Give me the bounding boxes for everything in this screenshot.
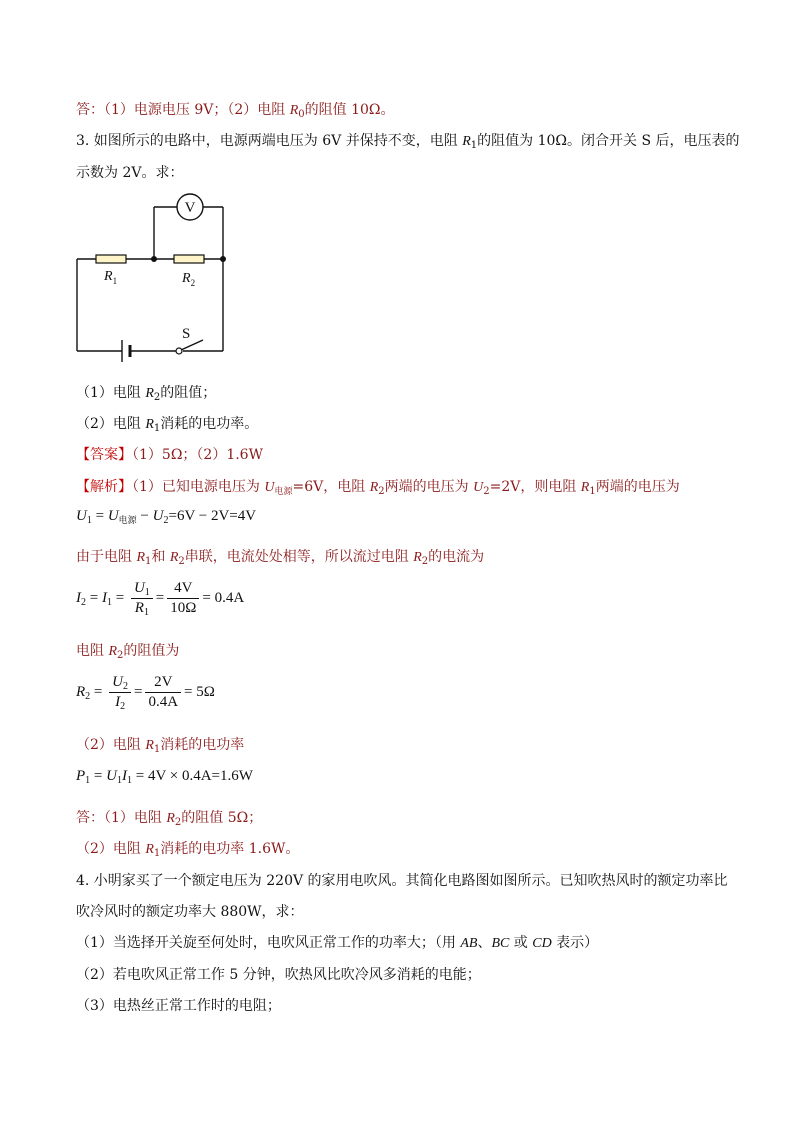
- var-u: U: [112, 674, 123, 690]
- var-r: R: [145, 417, 154, 432]
- analysis-text: 串联，电流处处相等，所以流过电阻: [184, 549, 414, 565]
- analysis-tag: 【解析】: [76, 479, 132, 495]
- position-ab: AB: [460, 936, 478, 951]
- r2-label: $R_2$: [182, 271, 196, 288]
- numerator: 4V: [167, 580, 199, 599]
- equation-rest: =6V − 2V=4V: [168, 508, 257, 524]
- r1-label: $R_1$: [104, 269, 118, 286]
- var-sub: 1: [85, 775, 91, 786]
- var-r: R: [166, 811, 175, 826]
- var-r: R: [76, 683, 86, 700]
- q3-text: 的阻值为 10Ω。闭合开关 S 后，电压表的: [477, 133, 740, 149]
- answer-text: 的阻值 5Ω；: [181, 810, 263, 826]
- previous-answer-text: 答：（1）电源电压 9V；（2）电阻: [76, 102, 290, 118]
- q3-text: 3. 如图所示的电路中，电源两端电压为 6V 并保持不变，电阻: [76, 133, 463, 149]
- var-sub: 2: [174, 817, 182, 828]
- analysis-text: （2）电阻: [76, 737, 146, 753]
- var-sub: 2: [117, 650, 124, 661]
- analysis-text: 两端的电压为: [595, 479, 680, 495]
- q4-stem-line2: 吹冷风时的额定功率大 880W，求：: [76, 904, 304, 920]
- var-r: R: [580, 480, 590, 495]
- var-sub: 2: [120, 701, 126, 712]
- position-cd: CD: [532, 936, 552, 951]
- var-sub: 2: [421, 556, 429, 567]
- fraction: [131, 580, 153, 617]
- answer-tag: 【答案】: [76, 447, 132, 463]
- q3-stem-line1: [76, 131, 740, 152]
- var-r: R: [289, 103, 299, 118]
- var-sub: 2: [122, 681, 128, 692]
- var-sub: 2: [85, 690, 91, 702]
- var-sub: 1: [86, 515, 92, 526]
- var-i: I: [101, 589, 107, 606]
- var-u: U: [133, 580, 145, 596]
- q3-stem-line2: 示数为 2V。求：: [76, 165, 184, 181]
- var-sub: 1: [145, 556, 152, 567]
- var-r: R: [369, 480, 379, 495]
- var-r: R: [136, 550, 146, 565]
- equation-rest: = 4V × 0.4A=1.6W: [131, 768, 253, 784]
- var-u: U: [264, 480, 275, 495]
- voltmeter-label: V: [184, 200, 196, 216]
- q3-analysis-line2: [76, 547, 484, 568]
- var-r: R: [145, 842, 154, 857]
- var-sub: 2: [178, 556, 185, 567]
- var-r: R: [134, 600, 144, 616]
- q4-text: 或: [509, 935, 533, 951]
- var-sub: 1: [143, 607, 149, 618]
- denominator: 0.4A: [148, 694, 179, 710]
- resistor-r1: [96, 255, 126, 263]
- equation-i2: $I_2 = I_1$ = $\frac{U_1}{R_1}$ = $\frac{4V}{10\Omega}$ = 0.4A: [76, 580, 245, 618]
- equation-result: = 0.4A: [202, 589, 245, 606]
- var-sub: 2: [81, 596, 86, 608]
- var-u: U: [106, 768, 117, 784]
- q3-answer: [76, 445, 263, 465]
- q3-text: 消耗的电功率。: [160, 416, 259, 432]
- var-sub: 1: [153, 423, 161, 434]
- minus-sign: −: [136, 508, 153, 524]
- q3-text: （2）电阻: [76, 416, 146, 432]
- analysis-text: 的阻值为: [123, 643, 180, 659]
- q3-analysis-line3: [76, 641, 179, 662]
- q4-stem-line1: 4. 小明家买了一个额定电压为 220V 的家用电吹风。其简化电路图如图所示。已知吹热风时的额定功率比: [76, 873, 728, 889]
- answer-text: 答：（1）电阻: [76, 810, 167, 826]
- var-u: U: [107, 508, 119, 524]
- analysis-text: 电阻: [76, 643, 109, 659]
- equation-r2: $R_2$ = $\frac{U_2}{I_2}$ = $\frac{2V}{0.4A}$ = 5Ω: [76, 674, 215, 712]
- analysis-text: 的电流为: [428, 549, 485, 565]
- q4-subquestion-1: [76, 933, 598, 954]
- q3-final-answer-1: [76, 808, 262, 829]
- var-r: R: [108, 644, 118, 659]
- var-u: U: [76, 508, 87, 524]
- q4-subquestion-2: （2）若电吹风正常工作 5 分钟，吹热风比吹冷风多消耗的电能；: [76, 967, 481, 983]
- previous-answer-suffix: 的阻值 10Ω。: [304, 102, 395, 118]
- q3-text: 的阻值；: [160, 385, 217, 401]
- resistor-r2: [174, 255, 204, 263]
- var-sub: 1: [153, 848, 161, 859]
- analysis-text: 两端的电压为: [384, 479, 474, 495]
- var-p: P: [76, 768, 86, 784]
- var-sub: 2: [163, 515, 169, 526]
- junction-dot: [151, 256, 157, 262]
- var-u: U: [152, 508, 164, 524]
- q4-text: （1）当选择开关旋至何处时，电吹风正常工作的功率大；（用: [76, 935, 461, 951]
- var-sub: 2: [153, 392, 161, 403]
- answer-text: （2）电阻: [76, 841, 146, 857]
- analysis-text: 和: [151, 549, 170, 565]
- equation-u1: $U_1 = U_{电源} - U_2=6V - 2V=4V$: [76, 508, 257, 526]
- analysis-text: 由于电阻: [76, 549, 137, 565]
- fraction: [145, 674, 181, 711]
- fraction: [167, 580, 199, 617]
- var-i: I: [76, 589, 81, 606]
- var-sub: 1: [116, 775, 122, 786]
- switch-pivot: [176, 348, 182, 354]
- analysis-text: 消耗的电功率: [160, 737, 245, 753]
- position-bc: BC: [491, 936, 510, 951]
- var-sub: 2: [378, 486, 385, 497]
- equation-p1: $P_1 = U_1I_1 = 4V \times 0.4A=1.6W$: [76, 768, 253, 786]
- q4-text: 表示）: [551, 935, 599, 951]
- var-sub: 电源: [118, 515, 137, 525]
- previous-answer: [76, 100, 395, 121]
- var-r: R: [462, 134, 471, 149]
- var-sub: 1: [589, 486, 596, 497]
- var-sub: 2: [483, 486, 490, 497]
- numerator: 2V: [145, 674, 181, 693]
- var-i: I: [115, 694, 121, 710]
- var-sub: 0: [298, 109, 305, 120]
- q3-text: （1）电阻: [76, 385, 146, 401]
- equation-result: = 5Ω: [184, 683, 215, 700]
- junction-dot: [220, 256, 226, 262]
- analysis-text: =6V，电阻: [292, 479, 370, 495]
- q3-subquestion-2: [76, 414, 258, 435]
- q3-final-answer-2: [76, 839, 299, 860]
- denominator: 10Ω: [170, 600, 197, 616]
- answer-text: 消耗的电功率 1.6W。: [160, 841, 300, 857]
- var-sub: 1: [106, 596, 112, 608]
- circuit-diagram: [70, 190, 240, 365]
- var-i: I: [121, 768, 127, 784]
- var-sub: 1: [126, 775, 132, 786]
- q3-analysis-line1: [76, 477, 680, 498]
- var-r: R: [169, 550, 179, 565]
- switch-label: S: [182, 326, 191, 342]
- var-sub: 电源: [274, 487, 293, 497]
- q3-subquestion-1: [76, 383, 216, 404]
- var-sub: 1: [470, 140, 478, 151]
- var-r: R: [145, 738, 154, 753]
- answer-text: （1）5Ω；（2）1.6W: [132, 447, 263, 463]
- var-sub: 1: [153, 744, 161, 755]
- analysis-text: =2V，则电阻: [489, 479, 581, 495]
- var-r: R: [145, 386, 154, 401]
- var-u: U: [473, 480, 484, 495]
- q3-analysis-line4: [76, 735, 244, 756]
- analysis-text: （1）已知电源电压为: [132, 479, 265, 495]
- var-sub: 1: [144, 587, 150, 598]
- var-r: R: [413, 550, 422, 565]
- fraction: [109, 674, 131, 711]
- q4-subquestion-3: （3）电热丝正常工作时的电阻；: [76, 998, 281, 1014]
- q4-text: 、: [477, 935, 492, 951]
